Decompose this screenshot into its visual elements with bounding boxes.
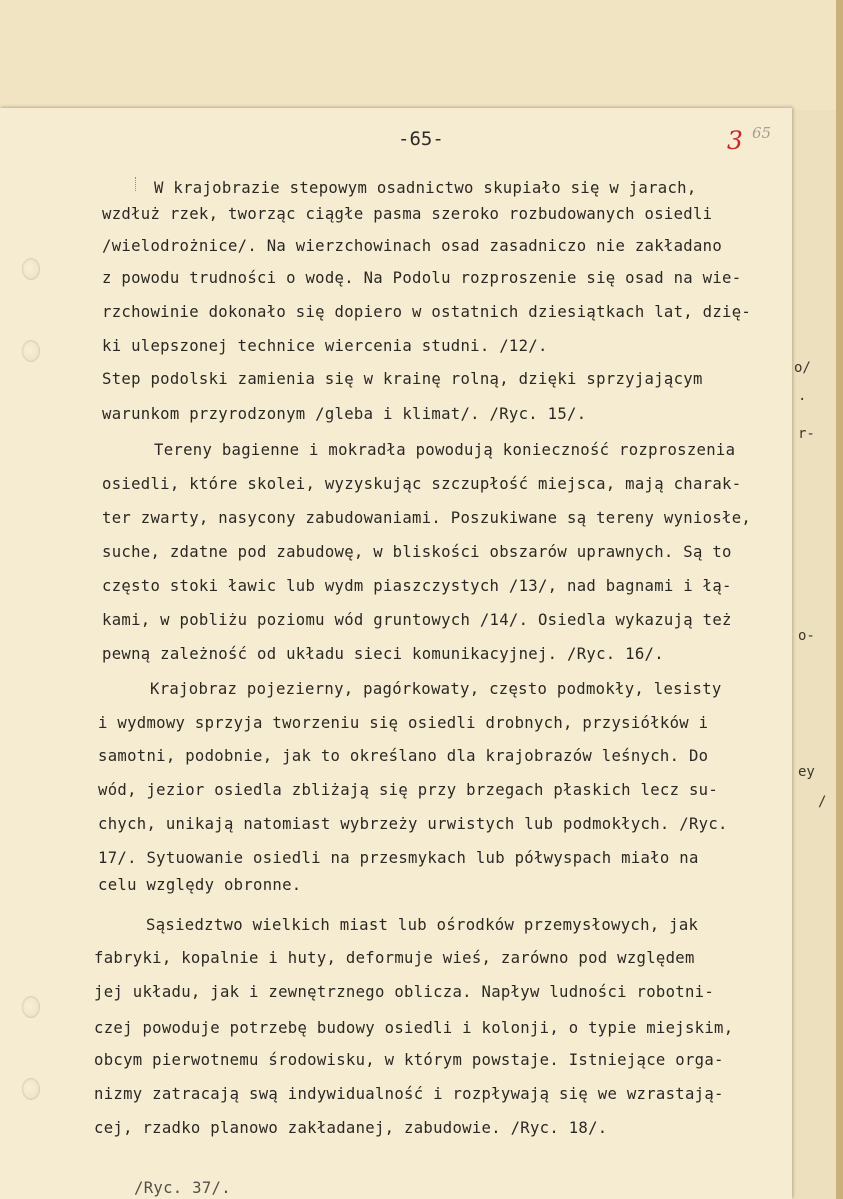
body-line: jej układu, jak i zewnętrznego oblicza. Napływ ludności robotni- xyxy=(94,983,715,1001)
body-line: samotni, podobnie, jak to określano dla krajobrazów leśnych. Do xyxy=(98,747,709,765)
punch-hole-4 xyxy=(22,1078,40,1100)
body-line: chych, unikają natomiast wybrzeży urwistych lub podmokłych. /Ryc. xyxy=(98,815,728,833)
body-line: czej powoduje potrzebę budowy osiedli i kolonji, o typie miejskim, xyxy=(94,1019,734,1037)
body-line: fabryki, kopalnie i huty, deformuje wieś, zarówno pod względem xyxy=(94,949,695,967)
margin-mark-2: . xyxy=(798,388,807,404)
body-line: wód, jezior osiedla zbliżają się przy brzegach płaskich lecz su- xyxy=(98,781,719,799)
body-line: nizmy zatracają swą indywidualność i rozpływają się we wzrastają- xyxy=(94,1085,724,1103)
body-line: pewną zależność od układu sieci komunikacyjnej. /Ryc. 16/. xyxy=(102,645,664,663)
punch-hole-2 xyxy=(22,340,40,362)
body-line: ter zwarty, nasycony zabudowaniami. Poszukiwane są tereny wyniosłe, xyxy=(102,509,752,527)
body-line: osiedli, które skolei, wyzyskując szczupłość miejsca, mają charak- xyxy=(102,475,742,493)
body-line: warunkom przyrodzonym /gleba i klimat/. /Ryc. 15/. xyxy=(102,405,587,423)
body-line: Tereny bagienne i mokradła powodują konieczność rozproszenia xyxy=(154,441,736,459)
body-line: Krajobraz pojezierny, pagórkowaty, często podmokły, lesisty xyxy=(150,680,722,698)
body-line: kami, w pobliżu poziomu wód gruntowych /14/. Osiedla wykazują też xyxy=(102,611,732,629)
body-line: cej, rzadko planowo zakładanej, zabudowie. /Ryc. 18/. xyxy=(94,1119,608,1137)
body-line: 17/. Sytuowanie osiedli na przesmykach lub półwyspach miało na xyxy=(98,849,699,867)
body-line: W krajobrazie stepowym osadnictwo skupiało się w jarach, xyxy=(154,179,697,197)
punch-hole-1 xyxy=(22,258,40,280)
folder-edge xyxy=(836,0,843,1199)
body-line: i wydmowy sprzyja tworzeniu się osiedli drobnych, przysiółków i xyxy=(98,714,709,732)
body-line: z powodu trudności o wodę. Na Podolu rozproszenie się osad na wie- xyxy=(102,269,742,287)
body-line: często stoki ławic lub wydm piaszczystych /13/, nad bagnami i łą- xyxy=(102,577,732,595)
margin-mark-5: ey xyxy=(798,764,815,780)
footer-line: /Ryc. 37/. xyxy=(134,1179,231,1197)
body-line: ki ulepszonej technice wiercenia studni. /12/. xyxy=(102,337,548,355)
punch-hole-3 xyxy=(22,996,40,1018)
pencil-page-number: 65 xyxy=(752,124,772,142)
body-line: suche, zdatne pod zabudowę, w bliskości obszarów uprawnych. Są to xyxy=(102,543,732,561)
body-line: /wielodrożnice/. Na wierzchowinach osad zasadniczo nie zakładano xyxy=(102,237,723,255)
margin-mark-1: o/ xyxy=(794,360,811,376)
handwritten-page-number: 3 xyxy=(727,126,743,155)
body-line: celu względy obronne. xyxy=(98,876,302,894)
underlying-sheet-top xyxy=(0,0,843,110)
body-line: wzdłuż rzek, tworząc ciągłe pasma szeroko rozbudowanych osiedli xyxy=(102,205,713,223)
page-number: -65- xyxy=(398,128,444,150)
body-line: Step podolski zamienia się w krainę rolną, dzięki sprzyjającym xyxy=(102,370,703,388)
pencil-mark xyxy=(135,177,144,191)
margin-mark-4: o- xyxy=(798,628,815,644)
body-line: rzchowinie dokonało się dopiero w ostatnich dziesiątkach lat, dzię- xyxy=(102,303,752,321)
body-line: Sąsiedztwo wielkich miast lub ośrodków przemysłowych, jak xyxy=(146,916,699,934)
margin-mark-6: / xyxy=(818,794,827,810)
margin-mark-3: r- xyxy=(798,426,815,442)
body-line: obcym pierwotnemu środowisku, w którym powstaje. Istniejące orga- xyxy=(94,1051,724,1069)
